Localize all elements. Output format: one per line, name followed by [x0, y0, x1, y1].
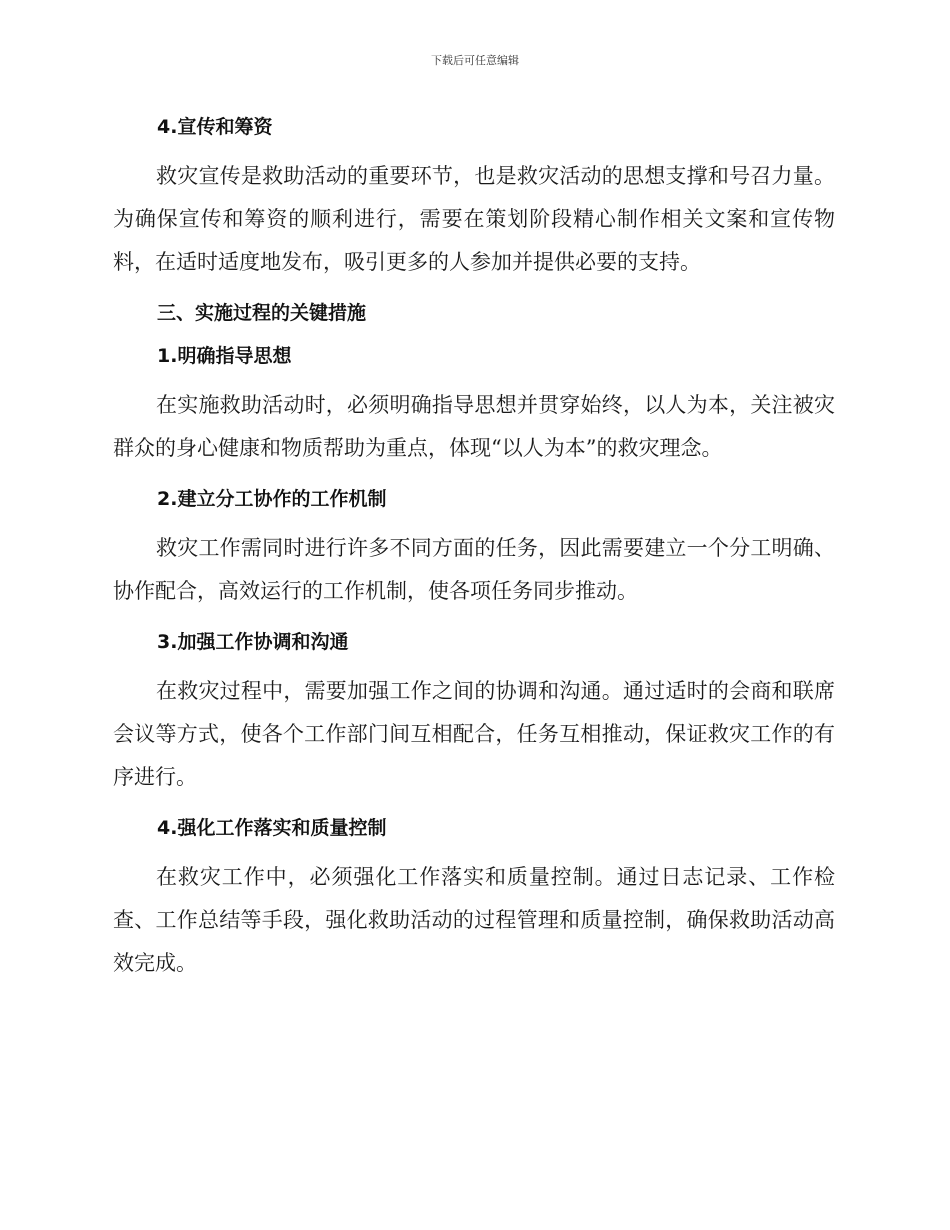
section-heading: 3.加强工作协调和沟通	[157, 631, 349, 653]
section-heading: 4.强化工作落实和质量控制	[157, 817, 387, 839]
section-coordination	[113, 627, 835, 799]
chapter-heading: 三、实施过程的关键措施	[157, 302, 367, 324]
section-work-mechanism	[113, 484, 835, 613]
section-paragraph: 救灾工作需同时进行许多不同方面的任务，因此需要建立一个分工明确、协作配合，高效运行的工作机制，使各项任务同步推动。	[113, 536, 835, 603]
section-paragraph: 救灾宣传是救助活动的重要环节，也是救灾活动的思想支撑和号召力量。为确保宣传和筹资的顺利进行，需要在策划阶段精心制作相关文案和宣传物料，在适时适度地发布，吸引更多的人参加并提供必要的支持。	[113, 164, 835, 274]
section-key-measures	[113, 298, 835, 328]
section-paragraph: 在救灾过程中，需要加强工作之间的协调和沟通。通过适时的会商和联席会议等方式，使各个工作部门间互相配合，任务互相推动，保证救灾工作的有序进行。	[113, 679, 835, 789]
section-quality-control	[113, 813, 835, 985]
section-heading: 1.明确指导思想	[157, 345, 292, 367]
document-body	[113, 112, 835, 985]
section-heading: 4.宣传和筹资	[157, 116, 273, 138]
section-paragraph: 在救灾工作中，必须强化工作落实和质量控制。通过日志记录、工作检查、工作总结等手段，强化救助活动的过程管理和质量控制，确保救助活动高效完成。	[113, 865, 835, 975]
header-note: 下载后可任意编辑	[431, 54, 519, 67]
section-publicity-fundraising	[113, 112, 835, 284]
section-heading: 2.建立分工协作的工作机制	[157, 488, 387, 510]
section-guiding-thought	[113, 341, 835, 470]
section-paragraph: 在实施救助活动时，必须明确指导思想并贯穿始终，以人为本，关注被灾群众的身心健康和物质帮助为重点，体现“以人为本”的救灾理念。	[113, 393, 835, 460]
